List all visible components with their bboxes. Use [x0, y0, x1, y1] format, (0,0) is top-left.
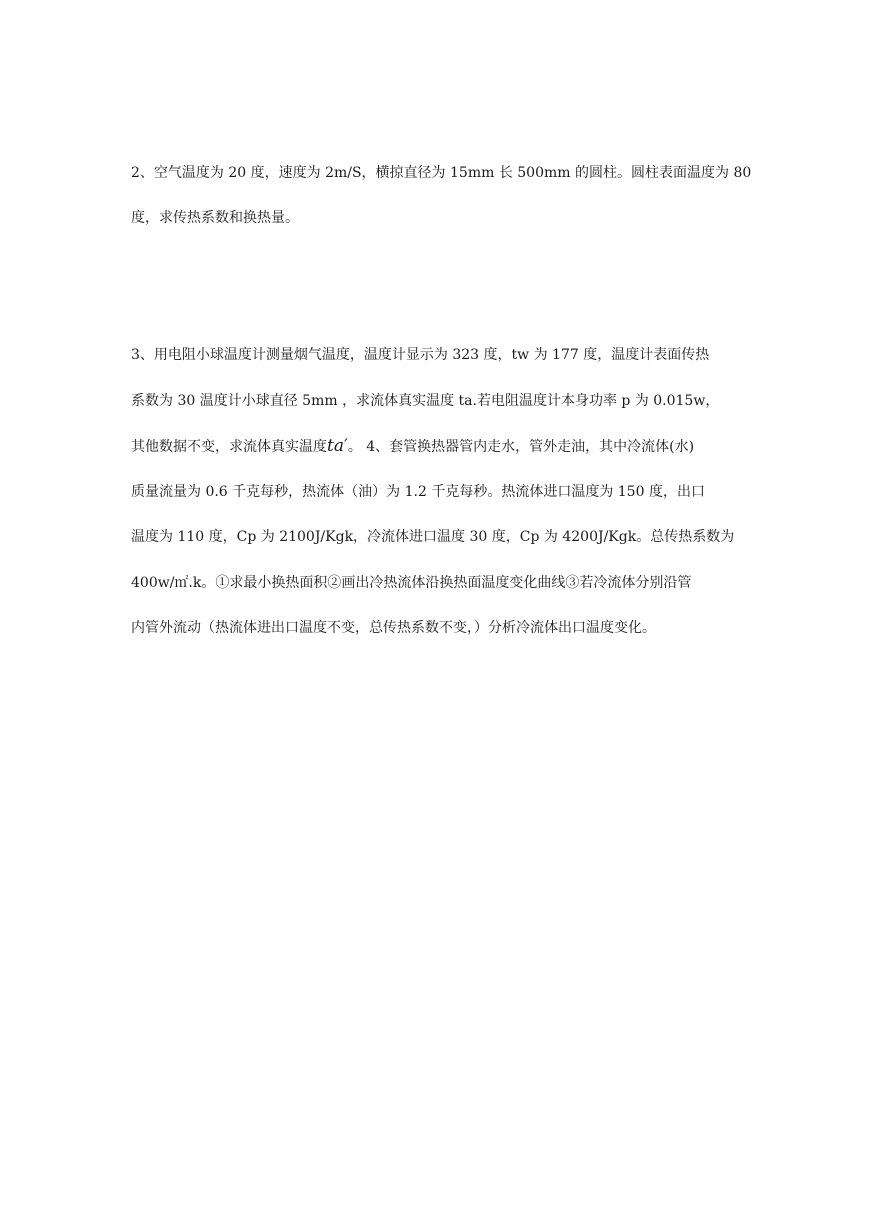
problem-3-line-3 [131, 436, 694, 457]
problem-4-line-3: 400w/㎡.k。①求最小换热面积②画出冷热流体沿换热面温度变化曲线③若冷流体分别沿管 [131, 575, 692, 591]
problem-3-line-1: 3、用电阻小球温度计测量烟气温度，温度计显示为 323 度，tw 为 177 度，温度计表面传热 [131, 347, 710, 363]
problem-2-line-1: 2、空气温度为 20 度，速度为 2m/S，横掠直径为 15mm 长 500mm 的圆柱。圆柱表面温度为 80 [131, 165, 752, 181]
problem-3-line-3-text-before: 其他数据不变，求流体真实温度 [131, 439, 327, 455]
problem-4-line-2: 温度为 110 度，Cp 为 2100J/Kgk，冷流体进口温度 30 度，Cp 为 4200J/Kgk。总传热系数为 [131, 529, 735, 545]
problem-3-line-2: 系数为 30 温度计小球直径 5mm ，求流体真实温度 ta.若电阻温度计本身功率 p 为 0.015w， [131, 393, 720, 409]
problem-4-line-1: 质量流量为 0.6 千克每秒，热流体（油）为 1.2 千克每秒。热流体进口温度为 150 度，出口 [131, 484, 705, 500]
ta-prime-symbol: ta′ [327, 436, 348, 456]
problem-2-line-2: 度，求传热系数和换热量。 [131, 210, 299, 226]
problem-3-line-3-text-after: 。 4、套管换热器管内走水，管外走油，其中冷流体(水) [347, 439, 695, 455]
problem-4-line-4: 内管外流动（热流体进出口温度不变，总传热系数不变，）分析冷流体出口温度变化。 [131, 620, 656, 636]
